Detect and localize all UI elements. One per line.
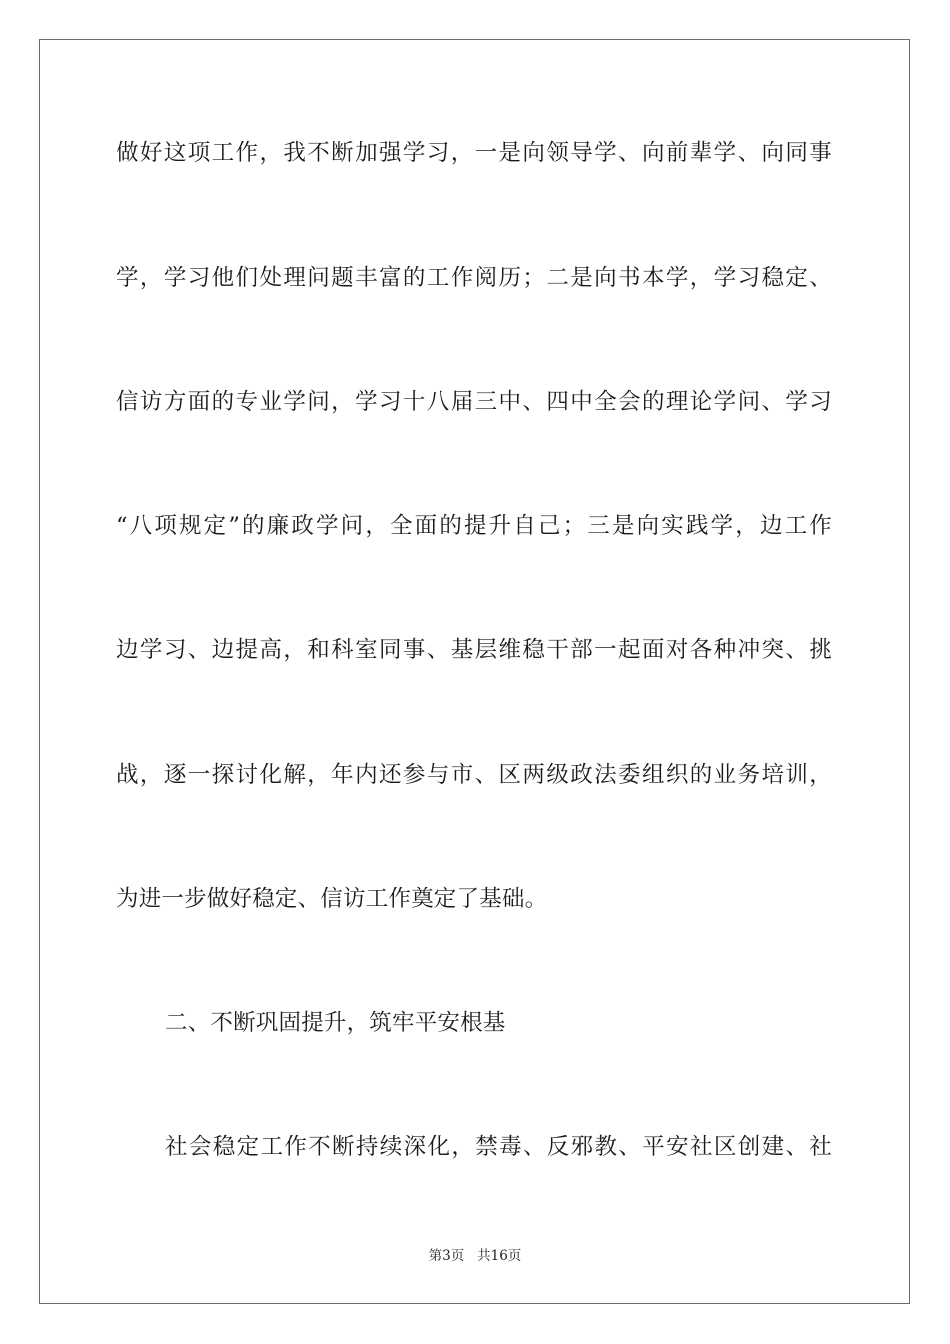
total-pages: 共16页 xyxy=(477,1248,522,1264)
body-line-6: 战，逐一探讨化解，年内还参与市、区两级政法委组织的业务培训， xyxy=(116,762,832,788)
body-line-1: 做好这项工作，我不断加强学习，一是向领导学、向前辈学、向同事 xyxy=(116,140,832,166)
page-number: 第3页 xyxy=(428,1248,465,1264)
paragraph-start: 社会稳定工作不断持续深化，禁毒、反邪教、平安社区创建、社 xyxy=(165,1134,832,1160)
body-line-7: 为进一步做好稳定、信访工作奠定了基础。 xyxy=(116,886,548,912)
page-footer xyxy=(0,1247,950,1265)
body-line-5: 边学习、边提高，和科室同事、基层维稳干部一起面对各种冲突、挑 xyxy=(116,637,832,663)
body-line-3: 信访方面的专业学问，学习十八届三中、四中全会的理论学问、学习 xyxy=(116,389,832,415)
page-border xyxy=(39,39,910,1304)
body-line-2: 学，学习他们处理问题丰富的工作阅历；二是向书本学，学习稳定、 xyxy=(116,265,832,291)
body-line-4: “八项规定”的廉政学问，全面的提升自己；三是向实践学，边工作 xyxy=(116,513,832,539)
section-heading: 二、不断巩固提升，筑牢平安根基 xyxy=(165,1010,506,1036)
